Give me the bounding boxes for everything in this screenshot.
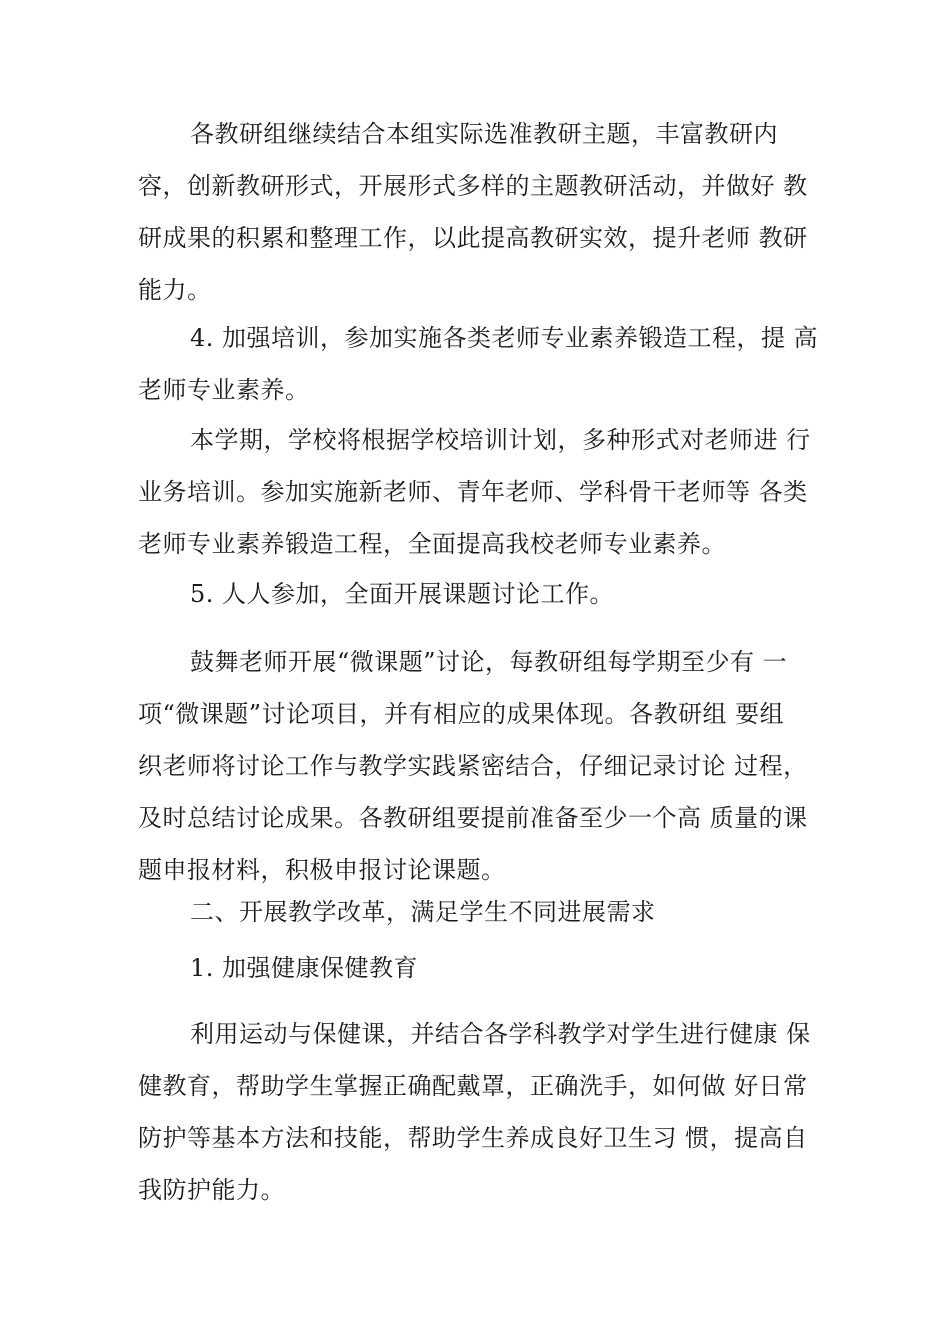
text-line: 利用运动与保健课，并结合各学科教学对学生进行健康 保 bbox=[190, 1020, 811, 1048]
paragraph-teaching-research-groups bbox=[138, 108, 828, 316]
section-heading-two bbox=[138, 886, 828, 938]
text-line: 各教研组继续结合本组实际选准教研主题，丰富教研内 bbox=[190, 120, 778, 148]
text-line: 我防护能力。 bbox=[138, 1176, 285, 1204]
paragraph-item-5-heading bbox=[138, 568, 828, 620]
paragraph-health-education bbox=[138, 1008, 828, 1216]
text-line: 防护等基本方法和技能，帮助学生养成良好卫生习 惯，提高自 bbox=[138, 1124, 808, 1152]
text-line: 研成果的积累和整理工作，以此提高教研实效，提升老师 教研 bbox=[138, 224, 808, 252]
text-line: 二、开展教学改革，满足学生不同进展需求 bbox=[190, 898, 656, 926]
text-line: 容，创新教研形式，开展形式多样的主题教研活动，并做好 教 bbox=[138, 172, 808, 200]
text-line: 健教育，帮助学生掌握正确配戴罩，正确洗手，如何做 好日常 bbox=[138, 1072, 808, 1100]
text-line: 4. 加强培训，参加实施各类老师专业素养锻造工程，提 高 bbox=[190, 324, 819, 352]
text-line: 业务培训。参加实施新老师、青年老师、学科骨干老师等 各类 bbox=[138, 478, 808, 506]
text-line: 题申报材料，积极申报讨论课题。 bbox=[138, 856, 506, 884]
paragraph-training-plan bbox=[138, 414, 828, 570]
text-line: 及时总结讨论成果。各教研组要提前准备至少一个高 质量的课 bbox=[138, 804, 808, 832]
text-line: 老师专业素养。 bbox=[138, 376, 310, 404]
paragraph-item-4-heading bbox=[138, 312, 828, 416]
text-line: 鼓舞老师开展“微课题”讨论，每教研组每学期至少有 一 bbox=[190, 648, 788, 676]
text-line: 能力。 bbox=[138, 276, 212, 304]
text-line: 老师专业素养锻造工程，全面提高我校老师专业素养。 bbox=[138, 530, 726, 558]
text-line: 织老师将讨论工作与教学实践紧密结合，仔细记录讨论 过程， bbox=[138, 752, 808, 780]
text-line: 本学期，学校将根据学校培训计划，多种形式对老师进 行 bbox=[190, 426, 811, 454]
text-line: 项“微课题”讨论项目，并有相应的成果体现。各教研组 要组 bbox=[138, 700, 785, 728]
text-line: 5. 人人参加，全面开展课题讨论工作。 bbox=[190, 580, 615, 608]
text-line: 1. 加强健康保健教育 bbox=[190, 954, 419, 982]
paragraph-micro-topic-research bbox=[138, 636, 828, 896]
paragraph-item-1-heading bbox=[138, 942, 828, 994]
